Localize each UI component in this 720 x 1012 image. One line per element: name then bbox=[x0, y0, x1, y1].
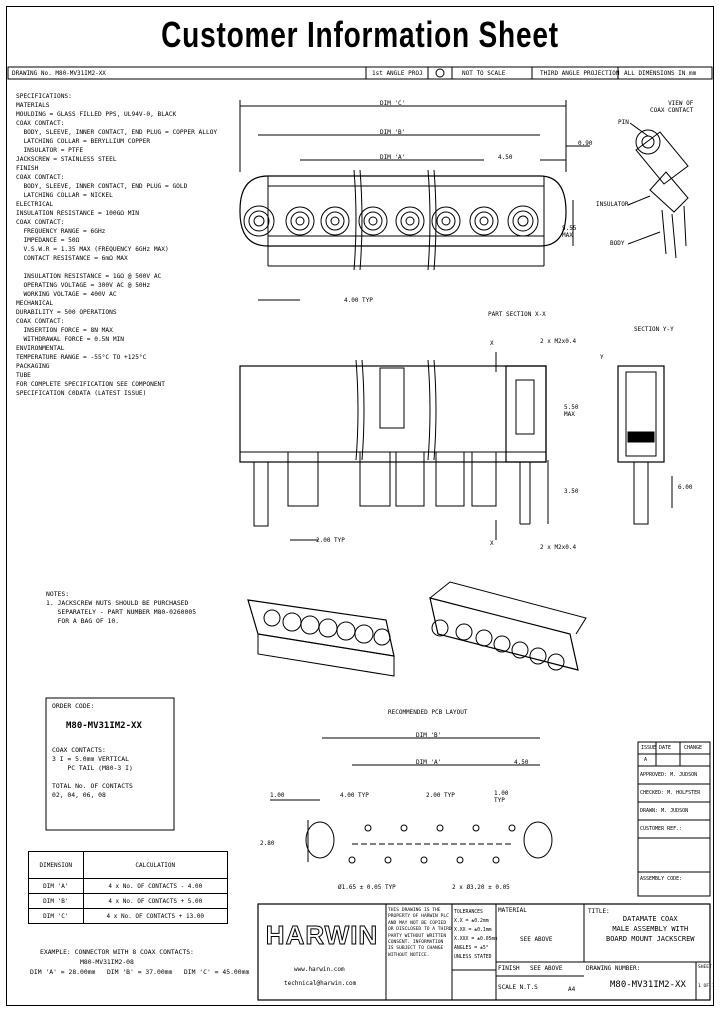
drawn-label: DRAWN: M. JUDSON bbox=[640, 808, 689, 814]
description-label: TITLE: bbox=[588, 908, 610, 915]
isometric-view-right bbox=[430, 582, 586, 670]
notes-text: NOTES: 1. JACKSCREW NUTS SHOULD BE PURCHASED SEPARATELY - PART NUMBER M80-0260005 FOR A BAG OF 10. bbox=[46, 590, 197, 625]
pin-label: PIN bbox=[618, 119, 629, 126]
section-x-marker-bottom: X bbox=[490, 540, 494, 547]
harwin-logo: HARWIN bbox=[265, 920, 379, 950]
pcb-mount-hole-label: 2 x Ø3.20 ± 0.05 bbox=[452, 884, 510, 891]
pcb-hole-label: Ø1.65 ± 0.05 TYP bbox=[338, 884, 396, 891]
material-label: MATERIAL bbox=[498, 907, 527, 914]
not-to-scale-label: NOT TO SCALE bbox=[462, 70, 506, 77]
revision-block bbox=[638, 742, 710, 896]
calc-header-dimension: DIMENSION bbox=[29, 852, 84, 879]
assembly-code-label: ASSEMBLY CODE: bbox=[640, 876, 683, 882]
coax-contact-view bbox=[628, 123, 688, 258]
body-label: BODY bbox=[610, 240, 625, 247]
pcb-layout-title: RECOMMENDED PCB LAYOUT bbox=[388, 709, 468, 716]
projection-circle bbox=[436, 69, 444, 77]
email-link[interactable]: technical@harwin.com bbox=[284, 980, 357, 987]
scale-label: SCALE N.T.S bbox=[498, 984, 538, 991]
disclaimer-text: THIS DRAWING IS THE PROPERTY OF HARWIN PLC AND MAY NOT BE COPIED OR DISCLOSED TO A THIRD PARTY WITHOUT WRITTEN CONSENT. INFORMATION IS SUBJECT TO CHANGE WITHOUT NOTICE. bbox=[388, 908, 452, 958]
isometric-view-left bbox=[248, 600, 394, 676]
specifications-text: SPECIFICATIONS: MATERIALS MOULDING = GLASS FILLED PPS, UL94V-0, BLACK COAX CONTACT: BODY, SLEEVE, INNER CONTACT, END PLUG = COPPER ALLOY LATCHING COLLAR = BERYLLIUM COPPER INSULATOR = PTFE JACKSCREW = STAINLESS STEEL FINISH COAX CONTACT: BODY, SLEEVE, INNER CONTACT, END PLUG = GOLD LATCHING COLLAR = NICKEL ELECTRICAL INSULATION RESISTANCE = 100GΩ MIN COAX CONTACT: FREQUENCY RANGE = 6GHz IMPEDANCE = 50Ω V.S.W.R = 1.35 MAX (FREQUENCY 6GHz MAX) CONTACT RESISTANCE = 6mΩ MAX INSULATION RESISTANCE = 1GΩ @ 500V AC OPERATING VOLTAGE = 300V AC @ 50Hz WORKING VOLTAGE = 400V AC MECHANICAL DURABILITY = 500 OPERATIONS COAX CONTACT: INSERTION FORCE = 8N MAX WITHDRAWAL FORCE = 0.5N MIN ENVIRONMENTAL TEMPERATURE RANGE = -55°C TO +125°C PACKAGING TUBE FOR COMPLETE SPECIFICATION SEE COMPONENT SPECIFICATION C0DATA (LATEST ISSUE) bbox=[16, 93, 218, 397]
rev-header-issue: ISSUE bbox=[641, 745, 657, 751]
projection-symbol-label: 1st ANGLE PROJ bbox=[372, 70, 423, 77]
dim-a-label: DIM 'A' bbox=[380, 154, 406, 161]
rev-row-issue: A bbox=[644, 757, 648, 763]
calc-row-calculation: 4 x No. OF CONTACTS - 4.00 bbox=[83, 879, 227, 894]
dim-c-label: DIM 'C' bbox=[380, 100, 406, 107]
pcb-100-label: 1.00 bbox=[270, 792, 285, 799]
calc-example-line3: DIM 'A' = 28.00mm DIM 'B' = 37.00mm DIM 'C' = 45.00mm bbox=[30, 968, 250, 976]
dim-200typ-label: 2.00 TYP bbox=[316, 537, 345, 544]
pcb-200typ-label: 2.00 TYP bbox=[426, 792, 455, 799]
paper-size: A4 bbox=[568, 986, 576, 993]
calc-row-dimension: DIM 'A' bbox=[29, 879, 84, 894]
section-y-marker: Y bbox=[600, 354, 604, 361]
insulator-label: INSULATOR bbox=[596, 201, 629, 208]
dim-350-label: 3.50 bbox=[564, 488, 579, 495]
drawing-number-label: DRAWING NUMBER: bbox=[586, 965, 641, 972]
pcb-layout bbox=[270, 738, 552, 863]
section-view bbox=[618, 366, 672, 524]
rev-header-change: CHANGE bbox=[684, 745, 703, 751]
description-value: DATAMATE COAX MALE ASSEMBLY WITH BOARD MOUNT JACKSCREW bbox=[606, 915, 695, 943]
calc-row-calculation: 4 x No. OF CONTACTS + 5.00 bbox=[83, 894, 227, 909]
rev-header-date: DATE bbox=[659, 745, 672, 751]
pcb-280-label: 2.80 bbox=[260, 840, 275, 847]
calculation-table bbox=[28, 851, 228, 924]
pcb-dim-b-label: DIM 'B' bbox=[416, 732, 442, 739]
info-strip-frame bbox=[8, 67, 712, 79]
dim-555-label: 5.55 MAX bbox=[562, 225, 577, 239]
pcb-400typ-label: 4.00 TYP bbox=[340, 792, 369, 799]
section-y-label: SECTION Y-Y bbox=[634, 326, 674, 333]
dim-600-label: 6.00 bbox=[678, 484, 693, 491]
customer-ref-label: CUSTOMER REF.: bbox=[640, 826, 683, 832]
dim-450-label: 4.50 bbox=[498, 154, 513, 161]
side-view bbox=[240, 352, 548, 540]
projection-label: THIRD ANGLE PROJECTION bbox=[540, 70, 620, 77]
dim-090-label: 0.90 bbox=[578, 140, 593, 147]
finish-label: FINISH bbox=[498, 965, 520, 972]
calc-example-line2: M80-MV31IM2-08 bbox=[80, 958, 134, 966]
calc-row-dimension: DIM 'B' bbox=[29, 894, 84, 909]
dim-400typ-label: 4.00 TYP bbox=[344, 297, 373, 304]
drawing-no-label: DRAWING No. M80-MV31IM2-XX bbox=[12, 70, 106, 77]
finish-value: SEE ABOVE bbox=[530, 965, 563, 972]
sheet-value: 1 OF 1 bbox=[698, 984, 715, 989]
order-code-value: M80-MV31IM2-XX bbox=[66, 721, 142, 731]
calc-row-dimension: DIM 'C' bbox=[29, 909, 84, 924]
material-value: SEE ABOVE bbox=[520, 936, 553, 943]
approved-label: APPROVED: M. JUDSON bbox=[640, 772, 698, 778]
front-view bbox=[240, 100, 593, 300]
checked-label: CHECKED: M. HOLFSTER bbox=[640, 790, 701, 796]
order-code-heading: ORDER CODE: bbox=[52, 702, 95, 710]
page-title: Customer Information Sheet bbox=[161, 14, 559, 55]
order-code-options: COAX CONTACTS: 3 I = 5.0mm VERTICAL PC TAIL (M80-3 I) TOTAL No. OF CONTACTS 02, 04, 06, 08 bbox=[52, 746, 133, 799]
pcb-100typ-label: 1.00 TYP bbox=[494, 790, 509, 804]
sheet-label: SHEET bbox=[698, 965, 712, 970]
dim-550-label: 5.50 MAX bbox=[564, 404, 579, 418]
section-x-marker: X bbox=[490, 340, 494, 347]
m24-bottom-label: 2 x M2x0.4 bbox=[540, 544, 577, 551]
calc-example-line1: EXAMPLE: CONNECTOR WITH 8 COAX CONTACTS: bbox=[40, 948, 194, 956]
drawing-number-value: M80-MV31IM2-XX bbox=[610, 980, 686, 990]
pcb-450-label: 4.50 bbox=[514, 759, 529, 766]
part-section-label: PART SECTION X-X bbox=[488, 311, 546, 318]
pcb-dim-a-label: DIM 'A' bbox=[416, 759, 442, 766]
m24-label: 2 x M2x0.4 bbox=[540, 338, 577, 345]
tolerances-text: TOLERANCES X.X = ±0.2mm X.XX = ±0.1mm X.XXX = ±0.05mm ANGLES = ±5° UNLESS STATED bbox=[454, 910, 498, 960]
calc-header-calculation: CALCULATION bbox=[83, 852, 227, 879]
dim-b-label: DIM 'B' bbox=[380, 129, 406, 136]
website-link[interactable]: www.harwin.com bbox=[294, 966, 345, 973]
end-view-label: VIEW OF COAX CONTACT bbox=[650, 100, 694, 114]
units-label: ALL DIMENSIONS IN mm bbox=[624, 70, 697, 77]
calc-row-calculation: 4 x No. OF CONTACTS + 13.00 bbox=[83, 909, 227, 924]
